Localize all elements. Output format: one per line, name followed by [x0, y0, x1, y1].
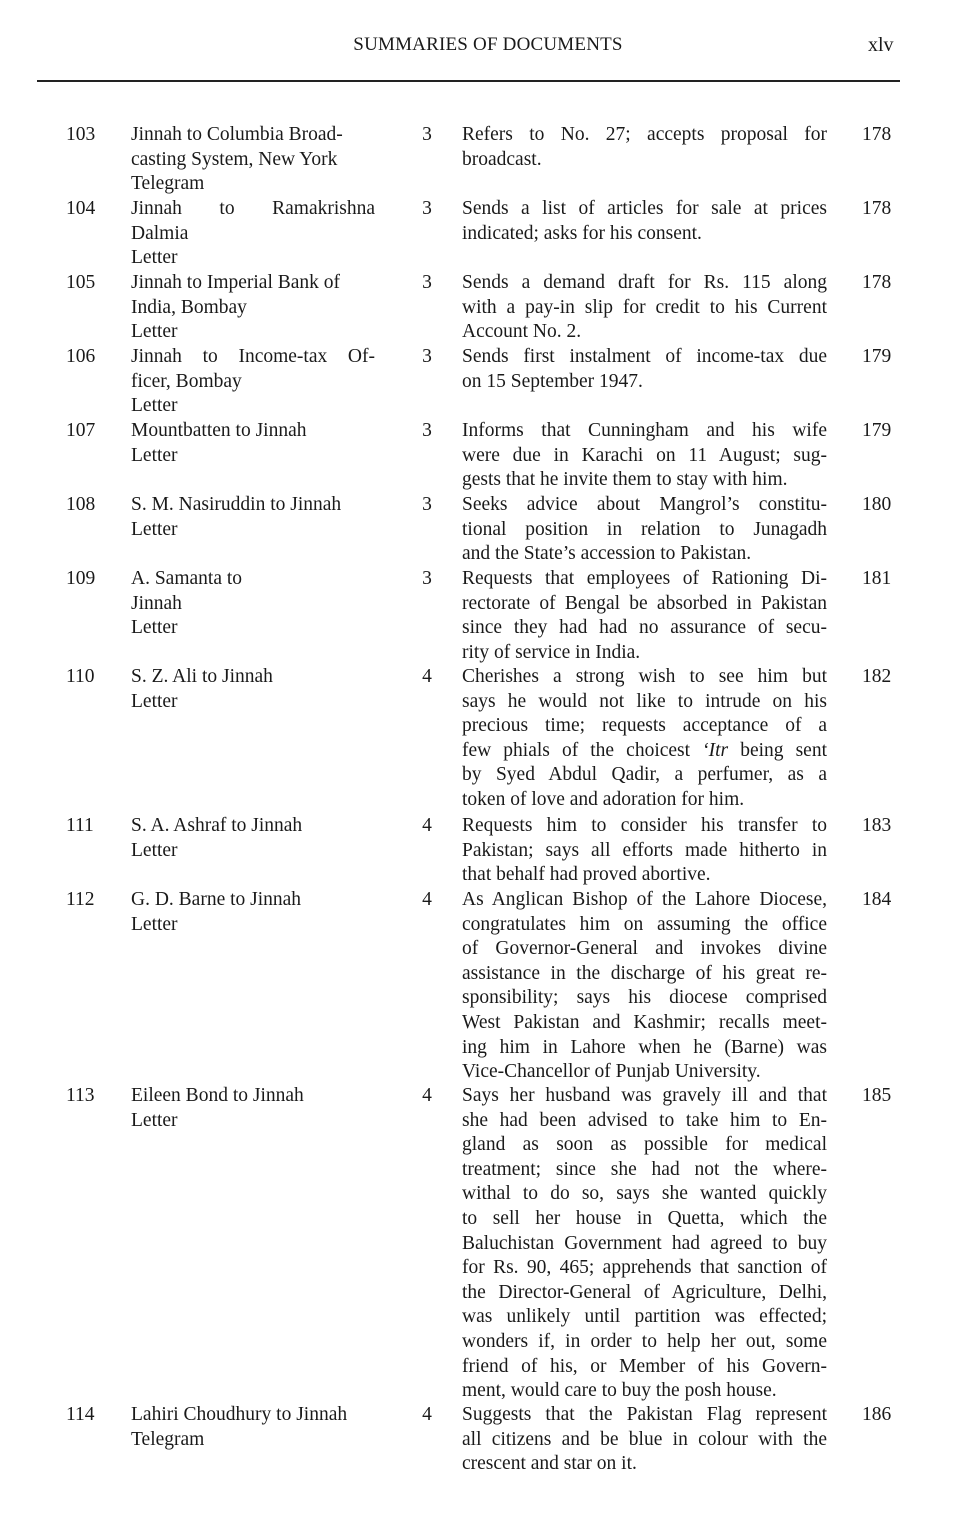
- summary-line: token of love and adoration for him.: [462, 788, 745, 810]
- summary-line: Sends first instalment of income-tax due: [462, 346, 827, 367]
- correspondents: [131, 345, 379, 419]
- summary-text: [462, 493, 827, 567]
- section-number: 3: [422, 272, 432, 293]
- page-title: SUMMARIES OF DOCUMENTS: [353, 34, 623, 55]
- summary-text: [462, 567, 827, 665]
- correspondent-line: Lahiri Choudhury to Jinnah: [131, 1404, 348, 1425]
- summary-text: [462, 197, 827, 246]
- correspondent-line: A. Samanta to: [131, 568, 243, 589]
- summary-line: withal to do so, says she wanted quickly: [462, 1183, 827, 1205]
- summary-line: congratulates him on assuming the office: [462, 913, 827, 935]
- correspondent-line: S. M. Nasiruddin to Jinnah: [131, 494, 342, 515]
- page-reference: 179: [862, 346, 892, 367]
- document-type: Letter: [131, 518, 178, 540]
- document-number: 114: [66, 1404, 95, 1425]
- summary-line: that behalf had proved abortive.: [462, 864, 711, 886]
- document-type: Letter: [131, 321, 178, 343]
- document-type: Telegram: [131, 1428, 205, 1450]
- summary-line: were due in Karachi on 11 August; sug-: [462, 444, 827, 466]
- summary-line: all citizens and be blue in colour with the: [462, 1428, 827, 1450]
- summary-line: since they had had no assurance of secu-: [462, 617, 827, 639]
- document-type: Letter: [131, 247, 178, 269]
- summary-line: Refers to No. 27; accepts proposal for: [462, 124, 827, 145]
- summary-line: treatment; since she had not the where-: [462, 1158, 827, 1180]
- correspondents: [131, 665, 379, 714]
- summary-line: West Pakistan and Kashmir; recalls meet-: [462, 1011, 827, 1033]
- section-number: 3: [422, 124, 432, 145]
- summary-line: Requests that employees of Rationing Di-: [462, 568, 827, 589]
- correspondents: [131, 197, 379, 271]
- document-type: Letter: [131, 913, 178, 935]
- summary-line: Informs that Cunningham and his wife: [462, 420, 827, 441]
- summary-line: rectorate of Bengal be absorbed in Pakistan: [462, 592, 827, 614]
- page-reference: 184: [862, 889, 892, 910]
- summary-text: [462, 123, 827, 172]
- summary-line: gests that he invite them to stay with him.: [462, 469, 788, 491]
- section-number: 4: [422, 666, 432, 687]
- section-number: 4: [422, 815, 432, 836]
- correspondents: [131, 271, 379, 345]
- page-reference: 179: [862, 420, 892, 441]
- summary-line: Vice-Chancellor of Punjab University.: [462, 1061, 761, 1083]
- correspondent-line: Dalmia: [131, 222, 189, 244]
- summary-line: with a pay-in slip for credit to his Current: [462, 296, 827, 318]
- document-type: Letter: [131, 1109, 178, 1131]
- summary-line: Requests him to consider his transfer to: [462, 815, 827, 836]
- correspondent-line: S. Z. Ali to Jinnah: [131, 666, 273, 687]
- document-type: Letter: [131, 690, 178, 712]
- document-number: 111: [66, 815, 94, 836]
- summary-line: and the State’s accession to Pakistan.: [462, 543, 752, 565]
- summary-line: was unlikely until partition was effected;: [462, 1306, 827, 1328]
- summary-line: gland as soon as possible for medical: [462, 1134, 827, 1156]
- summary-line: Baluchistan Government had agreed to buy: [462, 1232, 827, 1254]
- page-reference: 180: [862, 494, 892, 515]
- section-number: 3: [422, 494, 432, 515]
- correspondents: [131, 1403, 379, 1452]
- document-number: 108: [66, 494, 96, 515]
- summary-text: [462, 1084, 827, 1404]
- correspondent-line: Jinnah: [131, 592, 182, 614]
- summary-text: [462, 271, 827, 345]
- correspondents: [131, 567, 379, 641]
- summary-text: [462, 888, 827, 1085]
- correspondents: [131, 1084, 379, 1133]
- summary-line: sponsibility; says his diocese comprised: [462, 987, 827, 1009]
- summary-line: she had been advised to take him to En-: [462, 1109, 827, 1131]
- document-number: 110: [66, 666, 95, 687]
- document-number: 107: [66, 420, 96, 441]
- section-number: 3: [422, 346, 432, 367]
- document-number: 105: [66, 272, 96, 293]
- summary-line: assistance in the discharge of his great re-: [462, 962, 827, 984]
- summary-line: Cherishes a strong wish to see him but: [462, 666, 827, 687]
- summary-line: Pakistan; says all efforts made hitherto in: [462, 839, 827, 861]
- correspondents: [131, 493, 379, 542]
- summary-line: few phials of the choicest ‘Itr being sent: [462, 739, 828, 761]
- page-reference: 178: [862, 124, 892, 145]
- correspondent-line: India, Bombay: [131, 296, 247, 318]
- correspondent-line: Eileen Bond to Jinnah: [131, 1085, 304, 1106]
- summary-line: to sell her house in Quetta, which the: [462, 1207, 827, 1229]
- summary-line: broadcast.: [462, 148, 542, 170]
- correspondent-line: Mountbatten to Jinnah: [131, 420, 307, 441]
- section-number: 3: [422, 568, 432, 589]
- page-reference: 185: [862, 1085, 892, 1106]
- summary-line: tional position in relation to Junagadh: [462, 518, 827, 540]
- summary-line: rity of service in India.: [462, 641, 641, 663]
- document-type: Letter: [131, 444, 178, 466]
- summary-line: Sends a list of articles for sale at prices: [462, 198, 827, 219]
- summary-line: Suggests that the Pakistan Flag represent: [462, 1404, 827, 1425]
- document-type: Letter: [131, 839, 178, 861]
- summary-text: [462, 665, 827, 813]
- document-type: Letter: [131, 617, 178, 639]
- section-number: 4: [422, 1085, 432, 1106]
- document-number: 113: [66, 1085, 95, 1106]
- summary-line: As Anglican Bishop of the Lahore Diocese,: [462, 889, 827, 910]
- correspondent-line: G. D. Barne to Jinnah: [131, 889, 302, 910]
- summary-line: wonders if, in order to help her out, some: [462, 1330, 827, 1352]
- correspondents: [131, 888, 379, 937]
- document-number: 112: [66, 889, 95, 910]
- page-reference: 178: [862, 198, 892, 219]
- summary-line: Seeks advice about Mangrol’s constitu-: [462, 494, 827, 515]
- summary-line: crescent and star on it.: [462, 1453, 637, 1475]
- summary-line: Says her husband was gravely ill and that: [462, 1085, 827, 1106]
- correspondent-line: Jinnah to Income-tax Of-: [131, 346, 375, 367]
- page-reference: 186: [862, 1404, 892, 1425]
- summary-line: on 15 September 1947.: [462, 370, 643, 392]
- correspondent-line: ficer, Bombay: [131, 370, 242, 392]
- summary-line: the Director-General of Agriculture, Delhi,: [462, 1281, 827, 1303]
- correspondents: [131, 814, 379, 863]
- document-type: Letter: [131, 395, 178, 417]
- summary-line: of Governor-General and invokes divine: [462, 938, 827, 960]
- page-reference: 181: [862, 568, 892, 589]
- correspondents: [131, 123, 379, 197]
- page-reference: 178: [862, 272, 892, 293]
- correspondent-line: casting System, New York: [131, 148, 338, 170]
- correspondent-line: S. A. Ashraf to Jinnah: [131, 815, 303, 836]
- summary-line: ing him in Lahore when he (Barne) was: [462, 1036, 827, 1058]
- section-number: 4: [422, 1404, 432, 1425]
- summary-line: ment, would care to buy the posh house.: [462, 1380, 777, 1402]
- summary-text: [462, 814, 827, 888]
- summary-text: [462, 345, 827, 394]
- page-number: xlv: [868, 34, 894, 56]
- correspondent-line: Jinnah to Columbia Broad-: [131, 124, 343, 145]
- correspondents: [131, 419, 379, 468]
- page-reference: 183: [862, 815, 892, 836]
- summary-line: precious time; requests acceptance of a: [462, 715, 827, 737]
- summary-line: indicated; asks for his consent.: [462, 222, 702, 244]
- section-number: 4: [422, 889, 432, 910]
- correspondent-line: Jinnah to Ramakrishna: [131, 198, 375, 219]
- header-rule: [37, 80, 900, 82]
- document-number: 104: [66, 198, 96, 219]
- page-reference: 182: [862, 666, 892, 687]
- section-number: 3: [422, 420, 432, 441]
- summary-line: friend of his, or Member of his Govern-: [462, 1355, 827, 1377]
- summary-line: by Syed Abdul Qadir, a perfumer, as a: [462, 764, 827, 786]
- summary-line: for Rs. 90, 465; apprehends that sanction of: [462, 1257, 827, 1279]
- document-number: 103: [66, 124, 96, 145]
- section-number: 3: [422, 198, 432, 219]
- summary-text: [462, 1403, 827, 1477]
- document-type: Telegram: [131, 173, 205, 195]
- summary-line: Account No. 2.: [462, 321, 582, 343]
- document-number: 109: [66, 568, 96, 589]
- document-number: 106: [66, 346, 96, 367]
- summary-line: Sends a demand draft for Rs. 115 along: [462, 272, 827, 293]
- summary-line: says he would not like to intrude on his: [462, 690, 827, 712]
- correspondent-line: Jinnah to Imperial Bank of: [131, 272, 341, 293]
- summary-text: [462, 419, 827, 493]
